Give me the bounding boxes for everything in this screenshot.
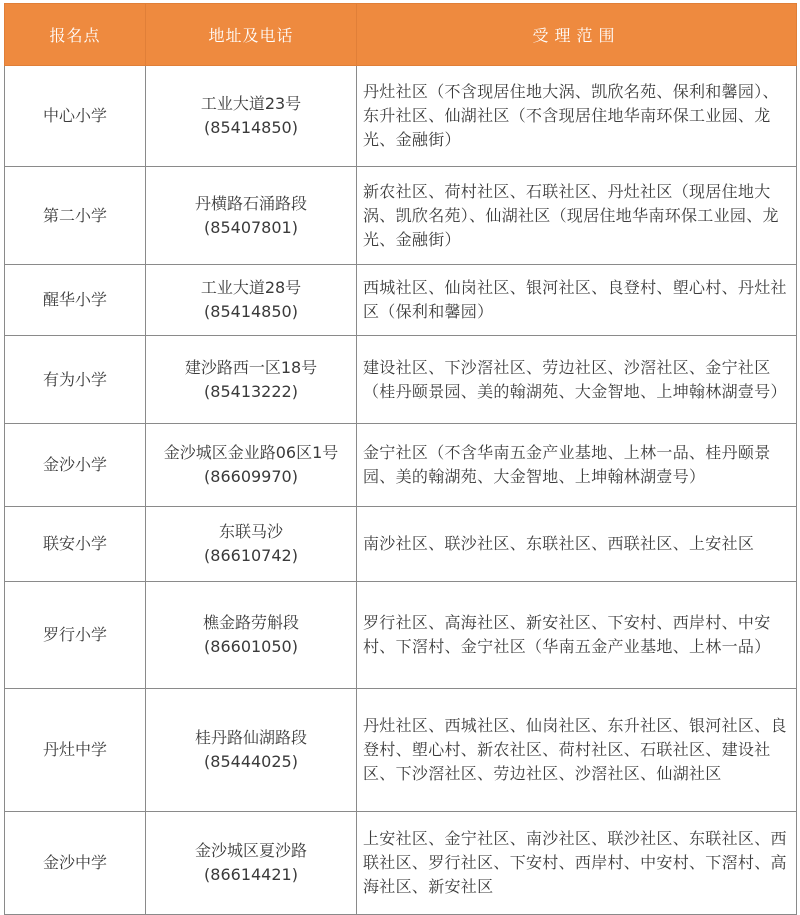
table-row <box>5 424 797 507</box>
address-text: 樵金路劳斛段 <box>202 613 299 632</box>
phone-number: (86609970) <box>204 467 298 486</box>
phone-number: (86610742) <box>204 546 298 565</box>
scope-text: 南沙社区、联沙社区、东联社区、西联社区、上安社区 <box>357 507 797 582</box>
table-header-row <box>5 4 797 66</box>
school-name: 有为小学 <box>5 336 146 424</box>
address-text: 工业大道23号 <box>200 94 302 113</box>
scope-text: 上安社区、金宁社区、南沙社区、联沙社区、东联社区、西联社区、罗行社区、下安村、西岸村、中安村、下滘村、高海社区、新安社区 <box>357 812 797 915</box>
phone-number: (85414850) <box>204 118 298 137</box>
table-row <box>5 812 797 915</box>
address-text: 建沙路西一区18号 <box>184 357 318 377</box>
scope-text: 西城社区、仙岗社区、银河社区、良登村、塱心村、丹灶社区（保利和馨园） <box>357 265 797 336</box>
address-cell <box>146 167 357 265</box>
phone-number: (85407801) <box>204 217 298 237</box>
phone-number: (86601050) <box>204 637 298 656</box>
phone-number: (86614421) <box>204 865 298 884</box>
scope-text: 金宁社区（不含华南五金产业基地、上林一品、桂丹颐景园、美的翰湖苑、大金智地、上坤翰林湖壹号） <box>357 424 797 507</box>
table-row <box>5 689 797 812</box>
table-row <box>5 167 797 265</box>
table-row <box>5 265 797 336</box>
scope-text: 丹灶社区（不含现居住地大涡、凯欣名苑、保利和馨园）、东升社区、仙湖社区（不含现居住地华南环保工业园、龙光、金融街） <box>357 66 797 167</box>
school-name: 醒华小学 <box>5 265 146 336</box>
address-cell <box>146 507 357 582</box>
address-text: 金沙城区夏沙路 <box>194 841 307 860</box>
school-name: 金沙中学 <box>5 812 146 915</box>
school-name: 金沙小学 <box>5 424 146 507</box>
header-address-phone: 地址及电话 <box>146 4 357 66</box>
table-row <box>5 66 797 167</box>
phone-number: (85414850) <box>204 302 298 321</box>
address-cell <box>146 812 357 915</box>
address-text: 金沙城区金业路06区1号 <box>163 443 339 462</box>
school-name: 罗行小学 <box>5 582 146 689</box>
scope-text: 新农社区、荷村社区、石联社区、丹灶社区（现居住地大涡、凯欣名苑）、仙湖社区（现居住地华南环保工业园、龙光、金融街） <box>357 167 797 265</box>
scope-text: 丹灶社区、西城社区、仙岗社区、东升社区、银河社区、良登村、塱心村、新农社区、荷村社区、石联社区、建设社区、下沙滘社区、劳边社区、沙滘社区、仙湖社区 <box>357 689 797 812</box>
table-row <box>5 507 797 582</box>
address-cell <box>146 336 357 424</box>
address-cell <box>146 689 357 812</box>
header-scope: 受理范围 <box>357 4 797 66</box>
phone-number: (85444025) <box>204 752 298 771</box>
address-cell <box>146 265 357 336</box>
table-row <box>5 336 797 424</box>
scope-text: 罗行社区、高海社区、新安社区、下安村、西岸村、中安村、下滘村、金宁社区（华南五金产业基地、上林一品） <box>357 582 797 689</box>
enrollment-table <box>4 3 797 915</box>
table-row <box>5 582 797 689</box>
school-name: 联安小学 <box>5 507 146 582</box>
scope-text: 建设社区、下沙滘社区、劳边社区、沙滘社区、金宁社区（桂丹颐景园、美的翰湖苑、大金智地、上坤翰林湖壹号） <box>357 336 797 424</box>
phone-number: (85413222) <box>204 381 298 401</box>
address-cell <box>146 424 357 507</box>
school-name: 丹灶中学 <box>5 689 146 812</box>
school-name: 中心小学 <box>5 66 146 167</box>
school-name: 第二小学 <box>5 167 146 265</box>
address-text: 桂丹路仙湖路段 <box>194 728 307 747</box>
header-enrollment-point: 报名点 <box>5 4 146 66</box>
address-cell <box>146 582 357 689</box>
address-text: 丹横路石涌路段 <box>194 193 307 213</box>
address-cell <box>146 66 357 167</box>
address-text: 东联马沙 <box>218 522 283 541</box>
address-text: 工业大道28号 <box>200 278 302 297</box>
